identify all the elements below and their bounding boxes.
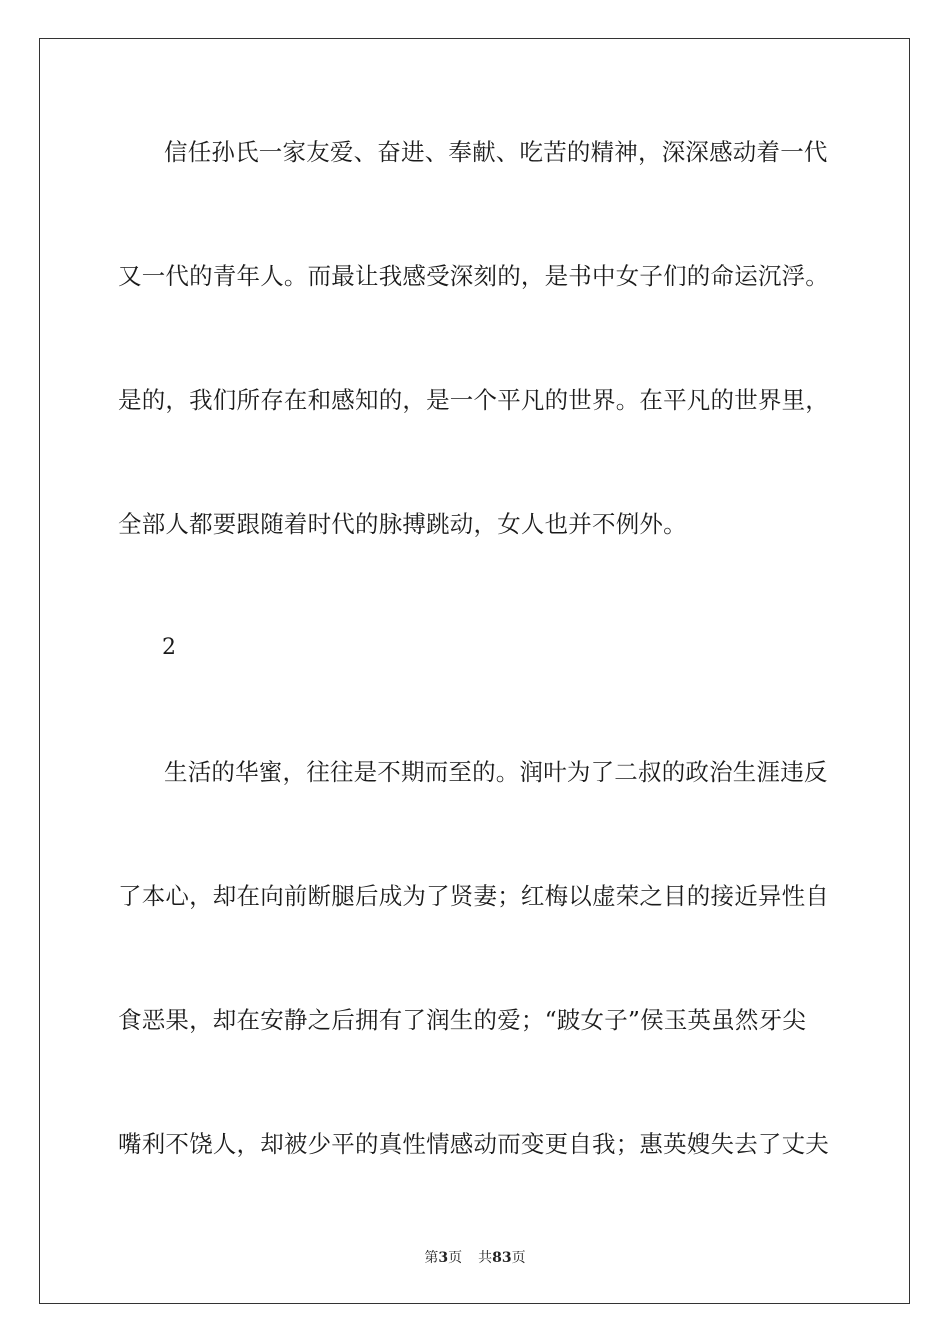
footer-page-prefix: 第	[424, 1250, 439, 1266]
footer-page-suffix: 页	[448, 1250, 463, 1266]
footer-total-prefix: 共	[478, 1250, 493, 1266]
paragraph-line-4: 全部人都要跟随着时代的脉搏跳动，女人也并不例外。	[118, 510, 687, 538]
paragraph-line-8: 嘴利不饶人，却被少平的真性情感动而变更自我；惠英嫂失去了丈夫	[118, 1130, 829, 1158]
paragraph-line-2: 又一代的青年人。而最让我感受深刻的，是书中女子们的命运沉浮。	[118, 262, 829, 290]
footer-total-suffix: 页	[511, 1250, 526, 1266]
page-footer	[0, 1248, 950, 1268]
footer-total-pages: 83	[492, 1250, 512, 1266]
paragraph-line-3: 是的，我们所存在和感知的，是一个平凡的世界。在平凡的世界里，	[118, 386, 829, 414]
paragraph-line-6: 了本心，却在向前断腿后成为了贤妻；红梅以虚荣之目的接近异性自	[118, 882, 829, 910]
page-border	[39, 38, 910, 1304]
paragraph-line-7: 食恶果，却在安静之后拥有了润生的爱；“跛女子”侯玉英虽然牙尖	[118, 1006, 807, 1034]
footer-page-number: 3	[438, 1250, 449, 1266]
paragraph-line-5: 生活的华蜜，往往是不期而至的。润叶为了二叔的政治生涯违反	[164, 758, 828, 786]
paragraph-line-1: 信任孙氏一家友爱、奋进、奉献、吃苦的精神，深深感动着一代	[164, 138, 828, 166]
section-number: 2	[162, 635, 176, 660]
